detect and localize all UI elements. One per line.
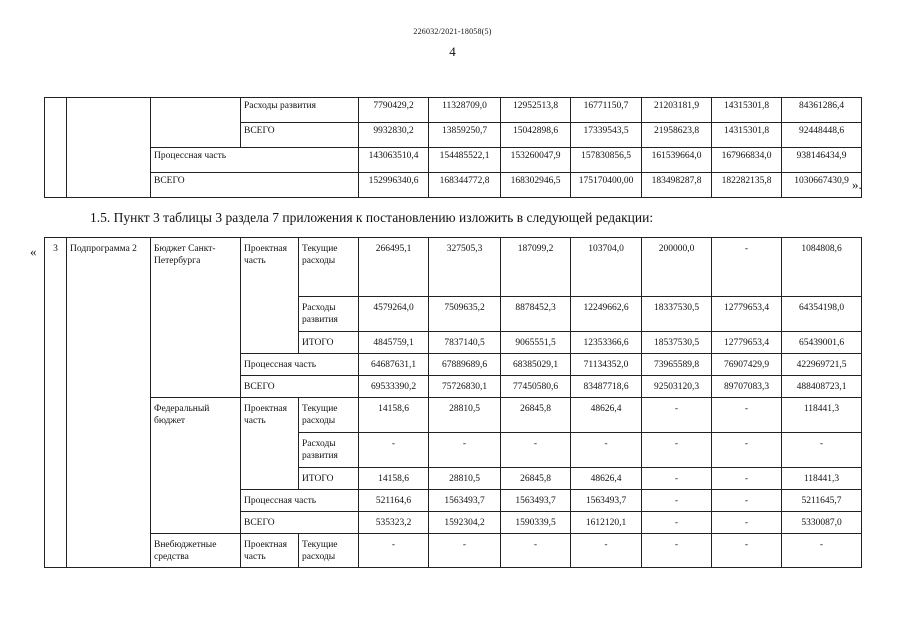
table-cell: - [712, 398, 782, 433]
row-label: Расходы развития [241, 98, 359, 123]
table-cell: 183498287,8 [642, 173, 712, 198]
table-cell: 13859250,7 [429, 123, 501, 148]
itogo-label: ИТОГО [299, 332, 359, 354]
table-cell: 152996340,6 [359, 173, 429, 198]
table-cell: 167966834,0 [712, 148, 782, 173]
row-label: ВСЕГО [241, 123, 359, 148]
document-number: 226032/2021-18058(5) [413, 27, 492, 36]
table-cell: 7837140,5 [429, 332, 501, 354]
source-extrabudgetary: Внебюджетные средства [151, 534, 241, 568]
table-cell: 16771150,7 [571, 98, 642, 123]
current-label: Текущие расходы [299, 398, 359, 433]
table-cell: - [571, 534, 642, 568]
table-cell: 161539664,0 [642, 148, 712, 173]
table-cell: 14158,6 [359, 468, 429, 490]
table-row [45, 148, 862, 173]
table-cell: - [712, 534, 782, 568]
table-cell: 12779653,4 [712, 332, 782, 354]
table-cell: 118441,3 [782, 398, 862, 433]
itogo-label: ИТОГО [299, 468, 359, 490]
table-cell: 18337530,5 [642, 297, 712, 332]
table-cell: 118441,3 [782, 468, 862, 490]
table-cell: 17339543,5 [571, 123, 642, 148]
source-federal: Федеральный бюджет [151, 398, 241, 534]
table-cell: 168302946,5 [501, 173, 571, 198]
table-cell: 92448448,6 [782, 123, 862, 148]
table-cell: 84361286,4 [782, 98, 862, 123]
table-cell: - [782, 534, 862, 568]
table-cell: 7790429,2 [359, 98, 429, 123]
table-cell: 64687631,1 [359, 354, 429, 376]
table-cell: 26845,8 [501, 398, 571, 433]
table-cell: 521164,6 [359, 490, 429, 512]
subprogram-table [44, 237, 862, 568]
table-cell: 14315301,8 [712, 123, 782, 148]
table-cell: 157830856,5 [571, 148, 642, 173]
table-cell: 266495,1 [359, 238, 429, 297]
table-cell: 154485522,1 [429, 148, 501, 173]
table-cell: 1590339,5 [501, 512, 571, 534]
table-cell: - [642, 398, 712, 433]
table-cell: - [571, 433, 642, 468]
table-row [45, 534, 862, 568]
table-cell: - [782, 433, 862, 468]
table-cell: 71134352,0 [571, 354, 642, 376]
table-cell: 48626,4 [571, 398, 642, 433]
page-number: 4 [449, 44, 456, 59]
table-cell: 327505,3 [429, 238, 501, 297]
table-cell: 12249662,6 [571, 297, 642, 332]
table-cell: 4845759,1 [359, 332, 429, 354]
table-cell: 8878452,3 [501, 297, 571, 332]
table-cell: - [642, 490, 712, 512]
table-cell: 12952513,8 [501, 98, 571, 123]
table-cell: 69533390,2 [359, 376, 429, 398]
table-cell: 938146434,9 [782, 148, 862, 173]
table-cell: - [359, 433, 429, 468]
table-cell: 1612120,1 [571, 512, 642, 534]
table-cell: 1563493,7 [429, 490, 501, 512]
table-cell [45, 98, 67, 198]
table-cell: 77450580,6 [501, 376, 571, 398]
table-cell: 14158,6 [359, 398, 429, 433]
table-cell: 76907429,9 [712, 354, 782, 376]
table-cell: 175170400,00 [571, 173, 642, 198]
table-cell: - [712, 512, 782, 534]
table-cell: 12353366,6 [571, 332, 642, 354]
table-cell: 9932830,2 [359, 123, 429, 148]
table-cell: 28810,5 [429, 398, 501, 433]
closing-quote: ». [852, 177, 862, 192]
table-row [45, 173, 862, 198]
process-part-label: Процессная часть [241, 354, 359, 376]
row-label: Процессная часть [151, 148, 359, 173]
table-cell: 7509635,2 [429, 297, 501, 332]
table-cell: - [712, 490, 782, 512]
table-cell: 64354198,0 [782, 297, 862, 332]
table-cell: - [642, 433, 712, 468]
table-cell: - [712, 433, 782, 468]
table-cell [67, 98, 151, 198]
table-cell: 1030667430,9 [782, 173, 862, 198]
table-cell: 422969721,5 [782, 354, 862, 376]
table-cell: 89707083,3 [712, 376, 782, 398]
table-cell: 73965589,8 [642, 354, 712, 376]
table-cell: 200000,0 [642, 238, 712, 297]
opening-quote: « [30, 244, 37, 259]
table-cell: 26845,8 [501, 468, 571, 490]
vsego-label: ВСЕГО [241, 512, 359, 534]
subprogram-name: Подпрограмма 2 [67, 238, 151, 568]
table-cell: 21958623,8 [642, 123, 712, 148]
process-part-label: Процессная часть [241, 490, 359, 512]
budget-table-continued [44, 97, 862, 198]
table-cell: 9065551,5 [501, 332, 571, 354]
table-cell: 182282135,8 [712, 173, 782, 198]
project-part-label: Проектная часть [241, 534, 299, 568]
table-cell: 12779653,4 [712, 297, 782, 332]
table-row [45, 238, 862, 297]
table-cell: - [429, 433, 501, 468]
source-spb: Бюджет Санкт-Петербурга [151, 238, 241, 398]
table-cell: - [642, 534, 712, 568]
vsego-label: ВСЕГО [241, 376, 359, 398]
table-cell: 21203181,9 [642, 98, 712, 123]
table-cell: 4579264,0 [359, 297, 429, 332]
table-cell: - [642, 512, 712, 534]
table-cell: - [429, 534, 501, 568]
table-cell: - [359, 534, 429, 568]
current-label: Текущие расходы [299, 238, 359, 297]
table-cell: 15042898,6 [501, 123, 571, 148]
table-cell: 1563493,7 [501, 490, 571, 512]
table-cell: 68385029,1 [501, 354, 571, 376]
table-cell: 65439001,6 [782, 332, 862, 354]
table-cell: 11328709,0 [429, 98, 501, 123]
row-number: 3 [45, 238, 67, 568]
table-cell: 488408723,1 [782, 376, 862, 398]
table-cell: 67889689,6 [429, 354, 501, 376]
table-cell [151, 98, 241, 148]
amendment-paragraph: 1.5. Пункт 3 таблицы 3 раздела 7 приложения к постановлению изложить в следующей редакции: [90, 210, 654, 225]
table-cell: - [642, 468, 712, 490]
table-cell: - [501, 433, 571, 468]
table-cell: 48626,4 [571, 468, 642, 490]
project-part-label: Проектная часть [241, 238, 299, 354]
table-cell: 5211645,7 [782, 490, 862, 512]
project-part-label: Проектная часть [241, 398, 299, 490]
table-cell: 14315301,8 [712, 98, 782, 123]
table-cell: - [712, 238, 782, 297]
table-cell: 143063510,4 [359, 148, 429, 173]
table-cell: 1592304,2 [429, 512, 501, 534]
row-label: ВСЕГО [151, 173, 359, 198]
table-cell: 168344772,8 [429, 173, 501, 198]
table-cell: 1084808,6 [782, 238, 862, 297]
table-cell: 535323,2 [359, 512, 429, 534]
development-label: Расходы развития [299, 297, 359, 332]
table-cell: 1563493,7 [571, 490, 642, 512]
table-cell: 5330087,0 [782, 512, 862, 534]
table-cell: 187099,2 [501, 238, 571, 297]
table-cell: 83487718,6 [571, 376, 642, 398]
development-label: Расходы развития [299, 433, 359, 468]
table-cell: 103704,0 [571, 238, 642, 297]
table-row [45, 98, 862, 123]
table-cell: - [501, 534, 571, 568]
table-cell: 153260047,9 [501, 148, 571, 173]
current-label: Текущие расходы [299, 534, 359, 568]
table-cell: 92503120,3 [642, 376, 712, 398]
table-row [45, 398, 862, 433]
table-cell: - [712, 468, 782, 490]
table-cell: 18537530,5 [642, 332, 712, 354]
table-cell: 28810,5 [429, 468, 501, 490]
table-cell: 75726830,1 [429, 376, 501, 398]
